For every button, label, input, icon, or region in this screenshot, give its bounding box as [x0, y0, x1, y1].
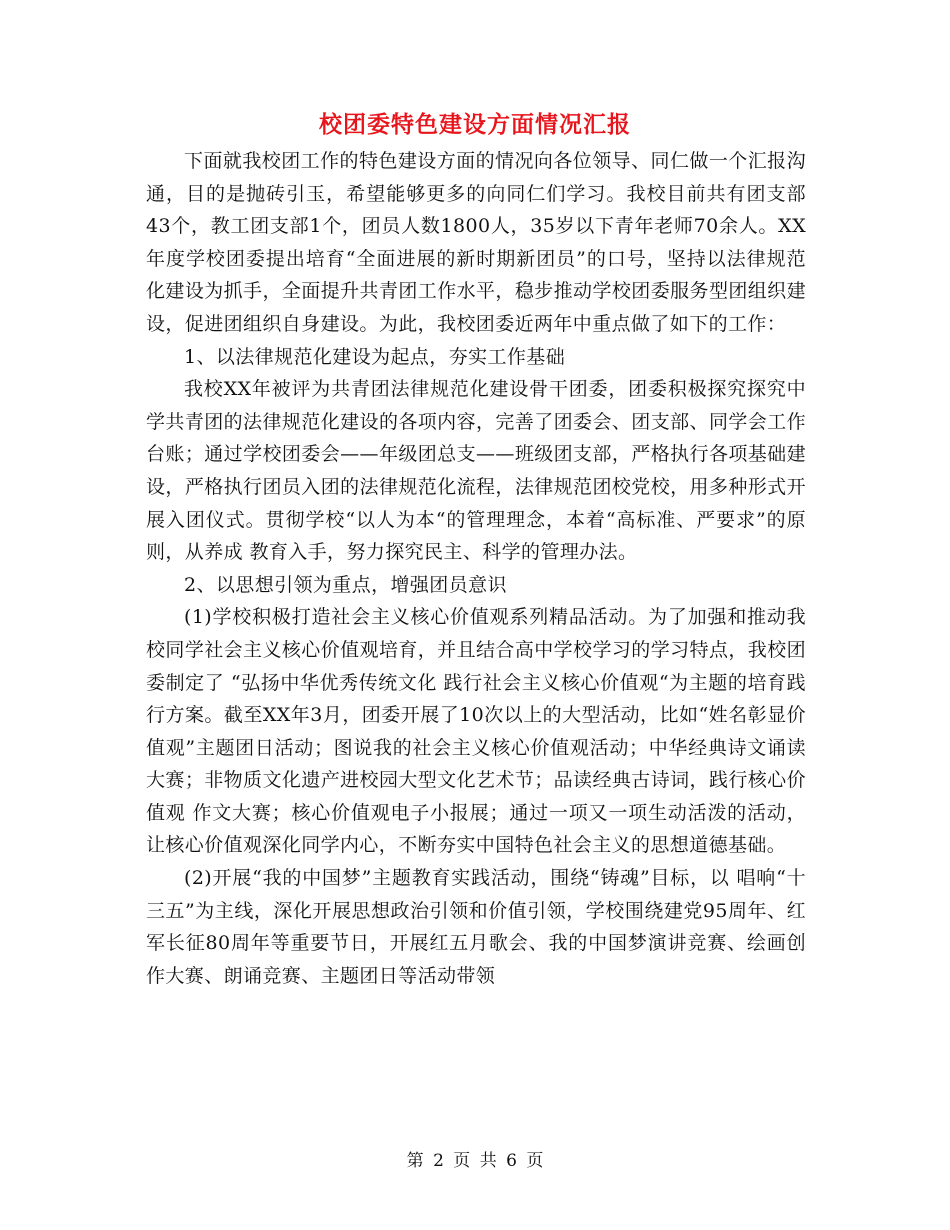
section-heading-2: 2、以思想引领为重点，增强团员意识	[184, 573, 507, 596]
page-footer: 第 2 页 共 6 页	[406, 1151, 544, 1171]
document-body	[146, 145, 806, 992]
document-title: 校团委特色建设方面情况汇报	[319, 111, 631, 138]
section-2-paragraph-1: (1)学校积极打造社会主义核心价值观系列精品活动。为了加强和推动我校同学社会主义核心价值观培育，并且结合高中学校学习的学习特点，我校团委制定了 “弘扬中华优秀传统文化 践行社会主义核心价值观“为主题的培育践行方案。截至XX年3月，团委开展了10次以上的大型活动，比如“姓名彰显价值观”主题团日活动；图说我的社会主义核心价值观活动；中华经典诗文诵读大赛；非物质文化遗产进校园大型文化艺术节；品读经典古诗词，践行核心价值观 作文大赛；核心价值观电子小报展；通过一项又一项生动活泼的活动，让核心价值观深化同学内心，不断夯实中国特色社会主义的思想道德基础。	[146, 606, 806, 857]
intro-paragraph: 下面就我校团工作的特色建设方面的情况向各位领导、同仁做一个汇报沟通，目的是抛砖引玉，希望能够更多的向同仁们学习。我校目前共有团支部43个，教工团支部1个，团员人数1800人，35岁以下青年老师70余人。XX年度学校团委提出培育“全面进展的新时期新团员”的口号，坚持以法律规范化建设为抓手，全面提升共青团工作水平，稳步推动学校团委服务型团组织建设，促进团组织自身建设。为此，我校团委近两年中重点做了如下的工作：	[146, 150, 806, 335]
section-2-paragraph-2: (2)开展“我的中国梦”主题教育实践活动，围绕“铸魂”目标，以 唱响“十三五”为主线，深化开展思想政治引领和价值引领，学校围绕建党95周年、红军长征80周年等重要节日，开展红五月歌会、我的中国梦演讲竞赛、绘画创作大赛、朗诵竞赛、主题团日等活动带领	[146, 867, 806, 987]
section-heading-1: 1、以法律规范化建设为起点，夯实工作基础	[184, 345, 566, 368]
section-1-paragraph: 我校XX年被评为共青团法律规范化建设骨干团委，团委积极探究探究中学共青团的法律规范化建设的各项内容，完善了团委会、团支部、同学会工作台账；通过学校团委会——年级团总支——班级团支部，严格执行各项基础建设，严格执行团员入团的法律规范化流程，法律规范团校党校，用多种形式开展入团仪式。贯彻学校“以人为本“的管理理念，本着“高标准、严要求”的原则，从养成 教育入手，努力探究民主、科学的管理办法。	[146, 378, 806, 564]
